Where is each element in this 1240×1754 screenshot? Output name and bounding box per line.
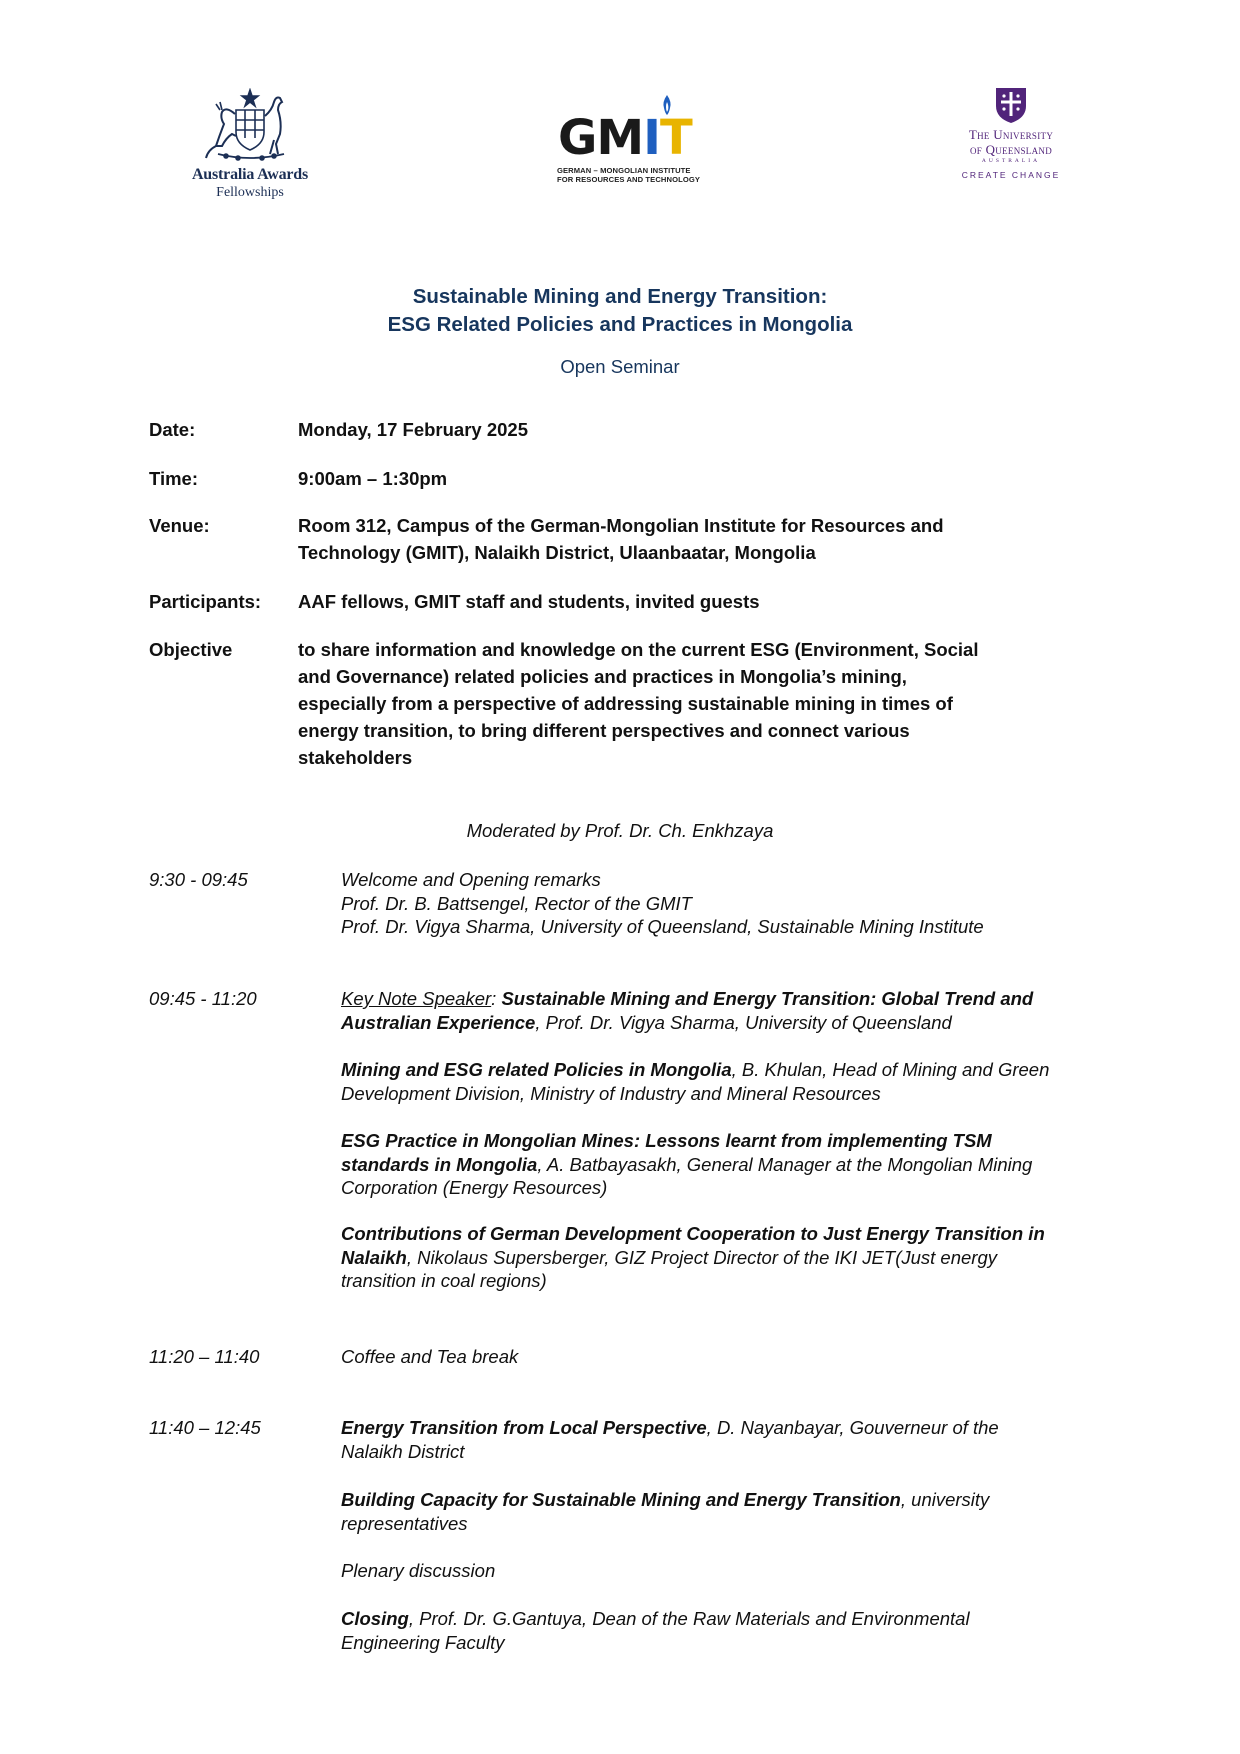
session-keynote xyxy=(341,987,1141,1034)
talk-line xyxy=(341,1058,1141,1082)
time-label: Time: xyxy=(149,468,199,489)
australia-awards-text: Australia Awards xyxy=(191,166,309,183)
talk-title-text: standards in Mongolia xyxy=(341,1153,538,1175)
venue-line2: Technology (GMIT), Nalaikh District, Ulaanbaatar, Mongolia xyxy=(298,542,816,563)
objective-line: especially from a perspective of addressing sustainable mining in times of xyxy=(298,693,953,714)
talk-speaker: , D. Nayanbayar, Gouverneur of the xyxy=(706,1417,999,1438)
participants-label: Participants: xyxy=(149,591,262,612)
plenary-discussion: Plenary discussion xyxy=(341,1560,496,1581)
gmit-subtitle-line2: FOR RESOURCES AND TECHNOLOGY xyxy=(557,175,701,184)
session-coffee-break: Coffee and Tea break xyxy=(341,1346,519,1367)
talk-title: Building Capacity for Sustainable Mining and Energy Transition xyxy=(341,1489,901,1510)
gmit-letter-m: M xyxy=(596,110,644,166)
gmit-letter-t: T xyxy=(660,110,692,166)
talk-mining-esg-policies xyxy=(341,1058,1141,1105)
talk-title: Energy Transition from Local Perspective xyxy=(341,1417,707,1438)
venue-value xyxy=(298,512,1088,566)
talk-line xyxy=(341,1153,1141,1177)
keynote-title: Australian Experience xyxy=(341,1011,536,1033)
gmit-logo xyxy=(554,92,714,192)
talk-esg-practice xyxy=(341,1129,1141,1200)
time-value: 9:00am – 1:30pm xyxy=(298,468,448,489)
objective-value xyxy=(298,636,1088,771)
talk-title: Closing xyxy=(341,1608,409,1629)
objective-line: energy transition, to bring different perspectives and connect various xyxy=(298,720,910,741)
session-line: Prof. Dr. B. Battsengel, Rector of the GMIT xyxy=(341,892,692,914)
talk-line xyxy=(341,1607,1141,1631)
gmit-letter-g: G xyxy=(558,110,597,166)
objective-line: to share information and knowledge on the current ESG (Environment, Social xyxy=(298,639,979,660)
talk-line xyxy=(341,1488,1141,1512)
talk-title: Mining and ESG related Policies in Mongolia xyxy=(341,1059,732,1080)
session-time: 11:20 – 11:40 xyxy=(149,1346,260,1367)
talk-line: transition in coal regions) xyxy=(341,1270,547,1291)
keynote-speaker: , Prof. Dr. Vigya Sharma, University of Queensland xyxy=(535,1011,952,1033)
seminar-title-line2: ESG Related Policies and Practices in Mongolia xyxy=(387,313,853,336)
uq-tagline: CREATE CHANGE xyxy=(961,170,1061,180)
keynote-colon: : xyxy=(491,988,502,1009)
keynote-line2 xyxy=(341,1011,1141,1035)
talk-speaker: , B. Khulan, Head of Mining and Green xyxy=(731,1059,1050,1080)
talk-title xyxy=(341,1129,1141,1153)
australia-awards-logo xyxy=(174,88,326,206)
session-line: Prof. Dr. Vigya Sharma, University of Queensland, Sustainable Mining Institute xyxy=(341,916,984,937)
objective-line: and Governance) related policies and practices in Mongolia’s mining, xyxy=(298,666,907,687)
uq-country: AUSTRALIA xyxy=(981,158,1041,164)
coat-of-arms-icon xyxy=(202,88,298,162)
participants-value: AAF fellows, GMIT staff and students, invited guests xyxy=(298,591,760,612)
talk-line xyxy=(341,1416,1141,1440)
gmit-subtitle-line1: GERMAN – MONGOLIAN INSTITUTE xyxy=(557,166,691,175)
talk-local-perspective xyxy=(341,1416,1141,1463)
talk-line: Development Division, Ministry of Industry and Mineral Resources xyxy=(341,1082,881,1104)
gmit-subtitle xyxy=(557,166,700,184)
talk-speaker: , Prof. Dr. G.Gantuya, Dean of the Raw Materials and Environmental xyxy=(408,1608,970,1629)
talk-speaker: , Nikolaus Supersberger, GIZ Project Director of the IKI JET(Just energy xyxy=(406,1246,997,1268)
talk-building-capacity xyxy=(341,1488,1141,1535)
talk-speaker: , A. Batbayasakh, General Manager at the Mongolian Mining xyxy=(537,1153,1033,1175)
date-label: Date: xyxy=(149,419,196,440)
gmit-wordmark xyxy=(558,110,692,166)
seminar-title-line1: Sustainable Mining and Energy Transition: xyxy=(412,285,828,308)
seminar-subtitle: Open Seminar xyxy=(560,356,680,377)
keynote-line1 xyxy=(341,987,1141,1011)
keynote-label: Key Note Speaker xyxy=(341,988,492,1009)
talk-line: Nalaikh District xyxy=(341,1440,465,1462)
talk-line xyxy=(341,1246,1141,1270)
talk-title-text: Nalaikh xyxy=(341,1246,407,1268)
session-time: 9:30 - 09:45 xyxy=(149,869,248,890)
session-time: 09:45 - 11:20 xyxy=(149,988,257,1009)
moderator-line: Moderated by Prof. Dr. Ch. Enkhzaya xyxy=(466,820,774,841)
fellowships-text: Fellowships xyxy=(216,185,284,200)
objective-line: stakeholders xyxy=(298,747,413,768)
talk-line: representatives xyxy=(341,1512,468,1534)
session-line: Welcome and Opening remarks xyxy=(341,869,601,890)
talk-title-text: Contributions of German Development Cooperation to Just Energy Transition in xyxy=(341,1223,1045,1244)
talk-speaker: , university xyxy=(900,1489,990,1510)
gmit-letter-i: I xyxy=(643,110,661,166)
venue-line1: Room 312, Campus of the German-Mongolian Institute for Resources and xyxy=(298,515,944,536)
talk-closing xyxy=(341,1607,1141,1654)
keynote-title: Sustainable Mining and Energy Transition: Global Trend and xyxy=(501,988,1034,1009)
talk-line: Corporation (Energy Resources) xyxy=(341,1177,608,1198)
objective-label: Objective xyxy=(149,639,233,660)
uq-name-line1: The University xyxy=(968,127,1054,142)
uq-name-line2: of Queensland xyxy=(969,142,1053,157)
uq-logo xyxy=(946,86,1076,192)
talk-line: Engineering Faculty xyxy=(341,1631,505,1653)
talk-title-text: ESG Practice in Mongolian Mines: Lessons learnt from implementing TSM xyxy=(341,1130,992,1151)
talk-title xyxy=(341,1222,1141,1246)
session-time: 11:40 – 12:45 xyxy=(149,1417,261,1438)
date-value: Monday, 17 February 2025 xyxy=(298,419,528,440)
seminar-title xyxy=(0,283,1240,339)
venue-label: Venue: xyxy=(149,515,210,536)
session-opening xyxy=(341,868,1141,939)
talk-german-cooperation xyxy=(341,1222,1141,1293)
uq-crest-icon xyxy=(994,86,1028,124)
